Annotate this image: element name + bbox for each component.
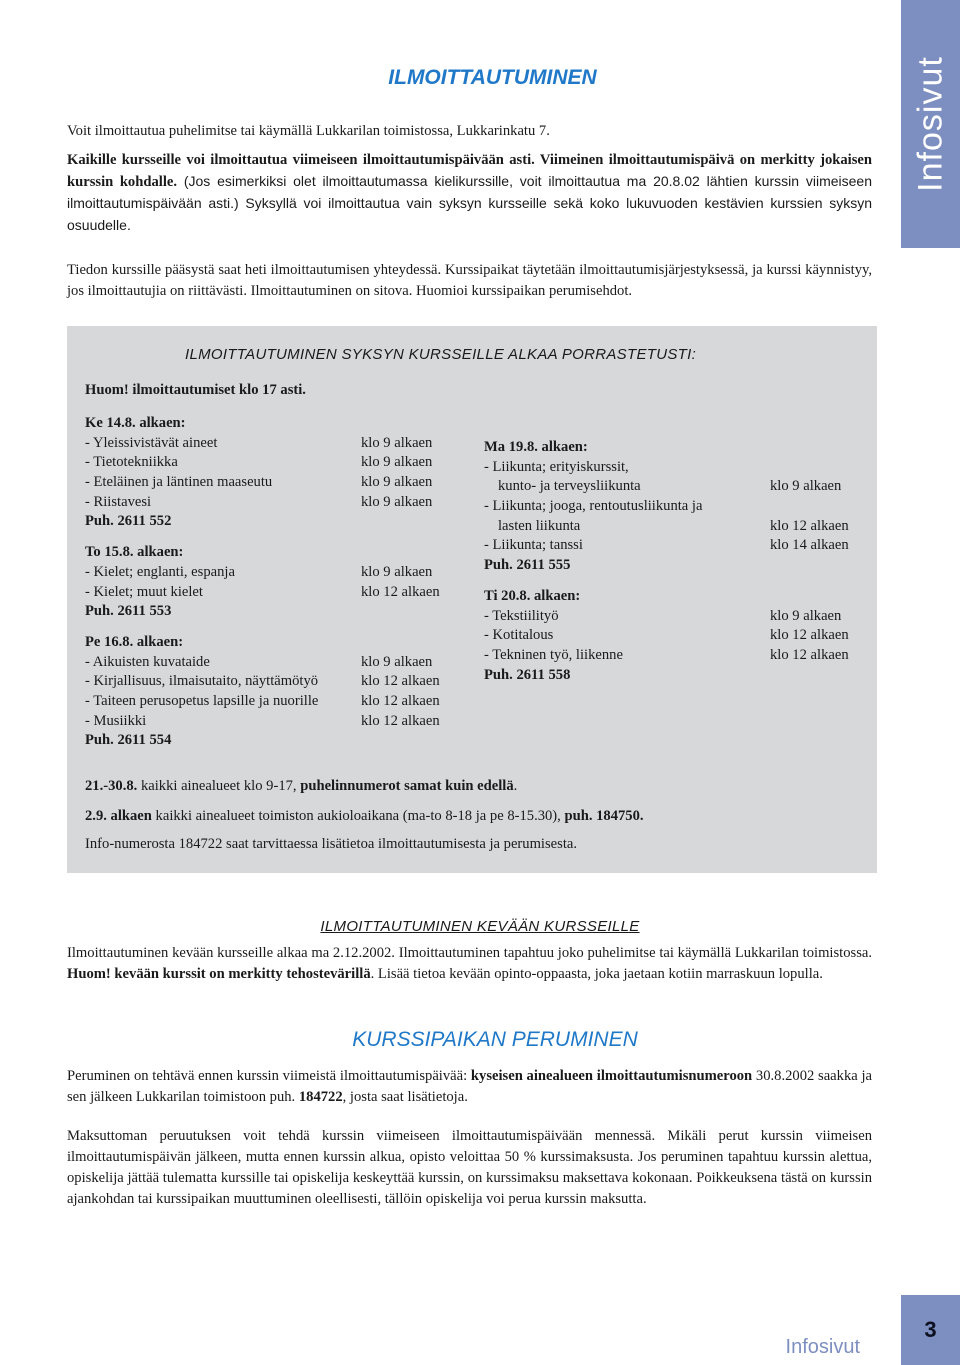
schedule-item [85,434,465,454]
schedule-group [484,587,874,685]
schedule-right-column [484,438,874,696]
schedule-item [484,536,874,556]
cancel-text-b: kyseisen ainealueen ilmoittautumisnumeroon [470,1068,753,1084]
foot-2-text: kaikki ainealueet toimiston aukioloaikana (ma-to 8-18 ja pe 8-15.30), [151,808,565,824]
intro-paragraph-2-bold: Kaikille kursseille voi ilmoittautua viimeiseen ilmoittautumispäivään asti. Viimeinen ilmoittautumispäivä on merkitty jokaisen kurssin kohdalle. [67,152,872,190]
schedule-date-header: Pe 16.8. alkaen: [85,633,184,650]
autumn-box-title: ILMOITTAUTUMINEN SYKSYN KURSSEILLE ALKAA PORRASTETUSTI: [185,346,697,363]
schedule-item [85,653,465,673]
intro-paragraph-1: Voit ilmoittautua puhelimitse tai käymällä Lukkarilan toimistossa, Lukkarinkatu 7. [67,123,550,139]
schedule-date-header: Ke 14.8. alkaen: [85,415,186,431]
intro-paragraph-2 [67,150,872,237]
schedule-item-subject: - Liikunta; tanssi [484,537,583,554]
schedule-date-header: Ti 20.8. alkaen: [484,587,581,604]
schedule-item-time: klo 12 alkaen [361,712,440,729]
schedule-item-subject: - Kotitalous [484,627,554,644]
cancel-text-c: 30.8.2002 saakka ja sen jälkeen Lukkarilan toimistoon puh. [67,1068,872,1105]
schedule-item [85,563,465,583]
autumn-registration-box [67,326,877,873]
spring-paragraph [67,943,872,985]
cancel-text-d: 184722 [298,1089,343,1105]
schedule-item-time: klo 9 alkaen [361,493,433,510]
schedule-item [484,646,874,666]
schedule-phone: Puh. 2611 552 [85,513,172,530]
section-tab-label: Infosivut [911,56,949,192]
page-title: ILMOITTAUTUMINEN [388,66,597,89]
foot-1-date: 21.-30.8. [85,778,138,794]
schedule-item [85,712,465,732]
schedule-item-time: klo 12 alkaen [770,517,849,534]
schedule-phone: Puh. 2611 554 [85,732,172,749]
cancel-text-e: , josta saat lisätietoja. [342,1089,468,1105]
cancellation-title: KURSSIPAIKAN PERUMINEN [352,1028,638,1051]
schedule-item-time: klo 9 alkaen [361,474,433,491]
schedule-date-header: Ma 19.8. alkaen: [484,439,588,455]
schedule-item-time: klo 9 alkaen [770,607,842,624]
foot-1-text: kaikki ainealueet klo 9-17, [137,778,301,794]
schedule-item [484,458,874,478]
schedule-item [484,497,874,517]
schedule-group [85,414,465,532]
schedule-item [85,692,465,712]
schedule-item-time: klo 12 alkaen [361,692,440,709]
autumn-foot-3: Info-numerosta 184722 saat tarvittaessa lisätietoa ilmoittautumisesta ja perumisesta. [85,836,578,852]
schedule-phone: Puh. 2611 558 [484,666,571,683]
schedule-item-subject: - Tekninen työ, liikenne [484,646,623,663]
intro-paragraph-3: Tiedon kurssille pääsystä saat heti ilmoittautumisen yhteydessä. Kurssipaikat täytetään ilmoittautumisjärjestyksessä, ja kurssi käynnistyy, jos ilmoittautujia on riittävästi. Ilmoittautuminen on sitova. Huomioi kurssipaikan perumisehdot. [67,262,872,299]
spring-text-a: Ilmoittautuminen kevään kursseille alkaa ma 2.12.2002. Ilmoittautuminen tapahtuu joko puhelimitse tai käymällä Lukkarilan toimistossa. [67,945,872,961]
schedule-item [85,473,465,493]
spring-text-c: . Lisää tietoa kevään opinto-oppaasta, joka jaetaan kotiin marraskuun lopulla. [370,966,823,982]
cancellation-paragraph-2: Maksuttoman peruutuksen voit tehdä kurssin viimeiseen ilmoittautumispäivään mennessä. Mikäli perut kurssin viimeisen ilmoittautumispäivän jälkeen, mutta ennen kurssin alkua, opisto veloittaa 50 % kurssimaksusta. Jos peruminen tapahtuu kurssin alettua, opiskelija jättää tulematta kurssille tai opiskelija keskeyttää kurssin, on kurssimaksu maksettava kokonaan. Poikkeuksena tästä on kurssin ajankohdan tai kurssipaikan muuttuminen oleellisesti, tällöin opiskelija voi perua kurssin maksutta. [67,1128,872,1207]
schedule-date-header: To 15.8. alkaen: [85,544,184,561]
schedule-item-subject: - Musiikki [85,712,147,729]
schedule-item [85,493,465,513]
cancellation-paragraph-1 [67,1066,872,1108]
schedule-item-time: klo 12 alkaen [361,673,440,690]
schedule-item-subject: - Eteläinen ja läntinen maaseutu [85,474,273,491]
schedule-item-subject: - Yleissivistävät aineet [85,434,218,451]
schedule-item-subject: lasten liikunta [498,517,581,534]
foot-2-bold: puh. 184750. [564,808,644,824]
foot-1-dot: . [513,778,518,794]
page-number: 3 [924,1317,937,1342]
schedule-item [484,517,874,537]
schedule-item [85,453,465,473]
schedule-item [85,672,465,692]
autumn-foot-2 [85,806,644,826]
schedule-item-subject: - Liikunta; jooga, rentoutusliikunta ja [484,498,703,515]
schedule-group [85,633,465,751]
schedule-item-subject: - Liikunta; erityiskurssit, [484,458,629,475]
cancel-text-a: Peruminen on tehtävä ennen kurssin viimeistä ilmoittautumispäivää: [67,1068,471,1084]
schedule-item-subject: kunto- ja terveysliikunta [498,478,641,495]
schedule-phone: Puh. 2611 553 [85,603,172,620]
autumn-box-note: Huom! ilmoittautumiset klo 17 asti. [85,382,306,398]
autumn-foot-1 [85,776,517,796]
schedule-item-subject: - Kirjallisuus, ilmaisutaito, näyttämötyö [85,673,319,690]
schedule-phone: Puh. 2611 555 [484,557,571,574]
spring-text-bold: Huom! kevään kurssit on merkitty tehostevärillä [67,966,371,982]
schedule-item [484,607,874,627]
schedule-item-time: klo 9 alkaen [361,563,433,580]
spring-title: ILMOITTAUTUMINEN KEVÄÄN KURSSEILLE [320,918,640,935]
schedule-group [484,438,874,576]
foot-1-bold: puhelinnumerot samat kuin edellä [300,778,514,794]
schedule-item [484,626,874,646]
schedule-item-time: klo 9 alkaen [361,434,433,451]
schedule-item-time: klo 12 alkaen [361,583,440,600]
schedule-item-subject: - Kielet; englanti, espanja [85,563,235,580]
foot-2-date: 2.9. alkaen [85,808,152,824]
schedule-item-time: klo 9 alkaen [361,653,433,670]
page-number-tab [901,1295,960,1365]
footer-section-label: Infosivut [785,1336,860,1358]
schedule-item-subject: - Tietotekniikka [85,454,178,471]
intro-paragraph-2-rest: (Jos esimerkiksi olet ilmoittautumassa kielikurssille, voit ilmoittautua ma 20.8.02 lähtien kurssin viimeiseen ilmoittautumispäivään asti.) Syksyllä voi ilmoittautua vain syksyn kursseille sekä koko lukuvuoden kestävien kurssien syksyn osuudelle. [67,173,872,233]
schedule-item [85,583,465,603]
schedule-item-time: klo 9 alkaen [361,454,433,471]
schedule-left-column [85,414,465,762]
schedule-item-subject: - Tekstiilityö [484,607,559,624]
schedule-item [484,477,874,497]
schedule-group [85,543,465,622]
schedule-item-subject: - Riistavesi [85,493,152,510]
schedule-item-time: klo 12 alkaen [770,646,849,663]
schedule-item-subject: - Kielet; muut kielet [85,583,203,600]
section-tab [901,0,960,248]
schedule-item-time: klo 14 alkaen [770,537,849,554]
schedule-item-subject: - Aikuisten kuvataide [85,653,210,670]
schedule-item-time: klo 12 alkaen [770,627,849,644]
schedule-item-subject: - Taiteen perusopetus lapsille ja nuorille [85,692,319,709]
schedule-item-time: klo 9 alkaen [770,478,842,495]
